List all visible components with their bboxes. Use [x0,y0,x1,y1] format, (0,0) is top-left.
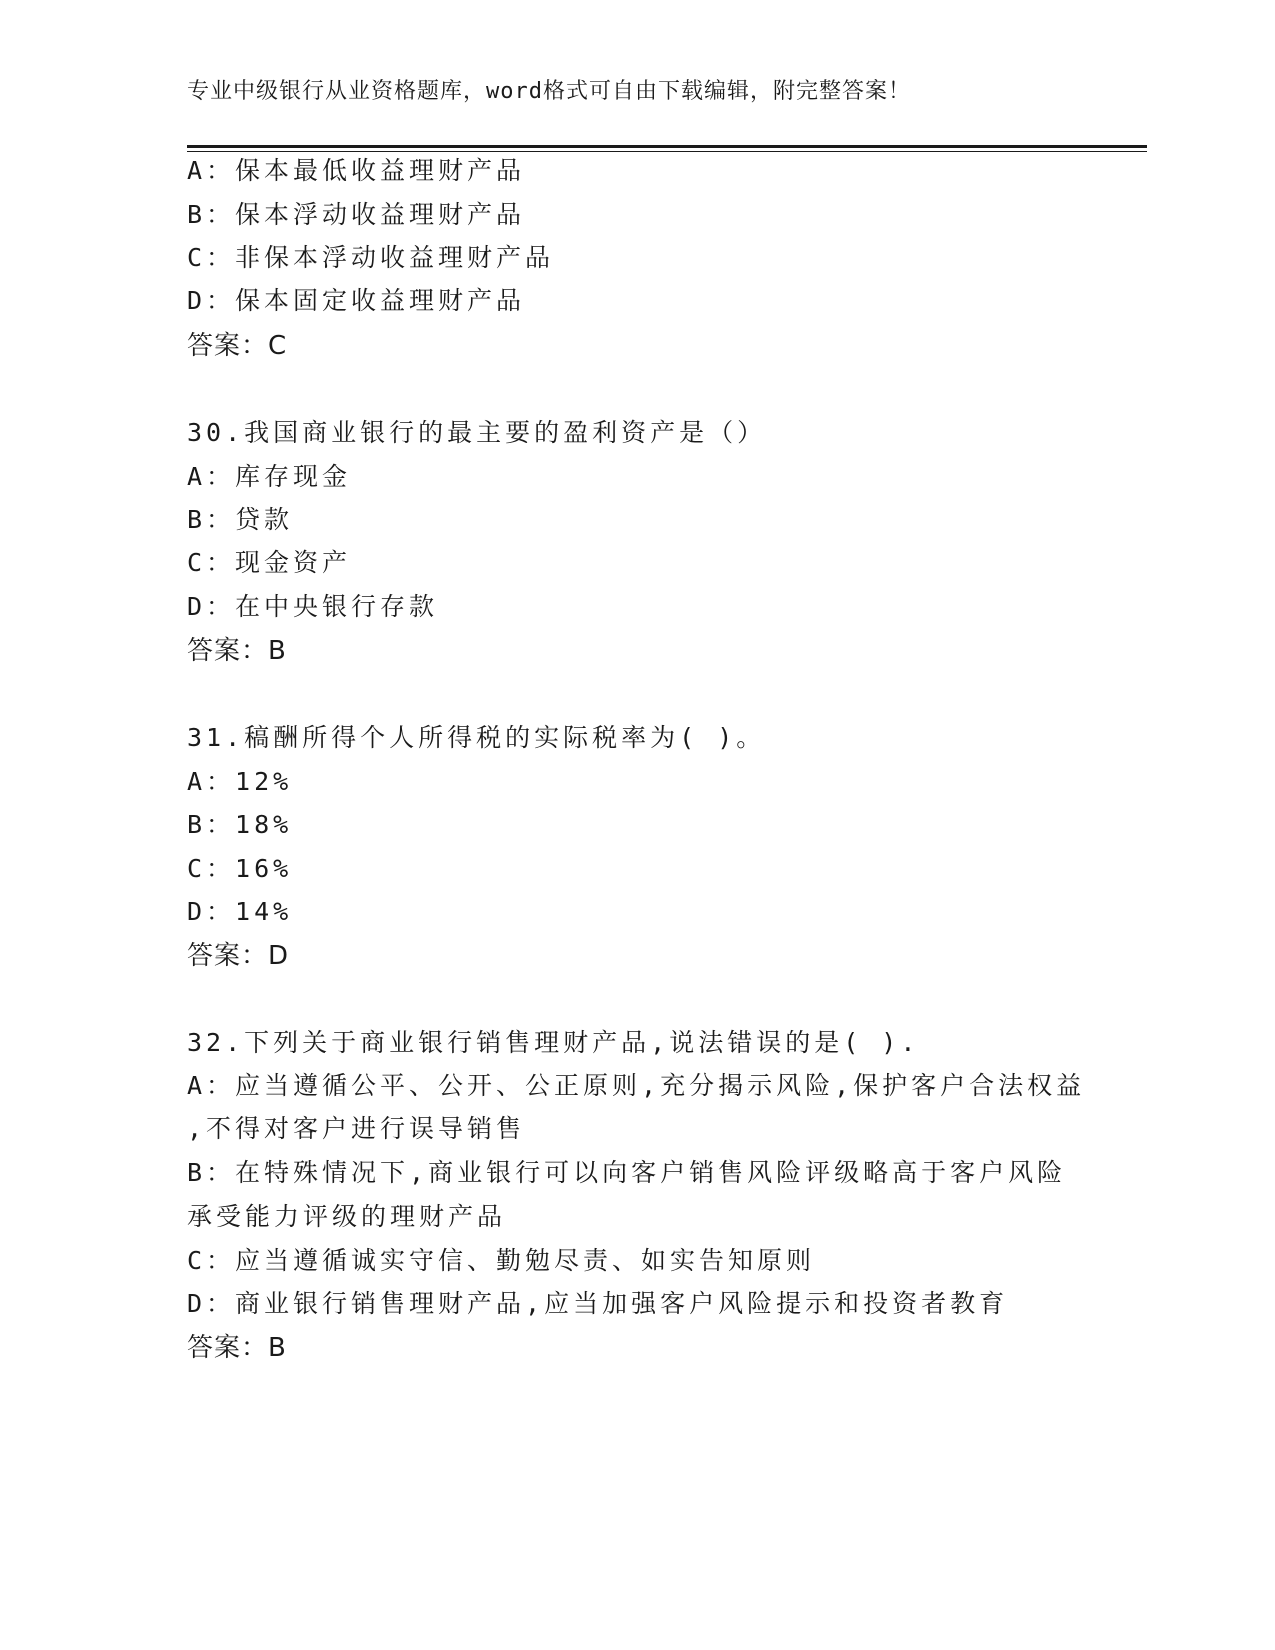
q32-option-c: C：应当遵循诚实守信、勤勉尽责、如实告知原则 [187,1246,816,1275]
page-header: 专业中级银行从业资格题库，word格式可自由下载编辑，附完整答案！ [187,79,911,104]
q30-option-d: D：在中央银行存款 [187,592,439,621]
q29-option-d: D：保本固定收益理财产品 [187,286,526,315]
q30-option-c: C：现金资产 [187,548,352,577]
q32-option-d: D：商业银行销售理财产品,应当加强客户风险提示和投资者教育 [187,1289,1009,1318]
q30-question: 30.我国商业银行的最主要的盈利资产是（） [187,418,767,447]
q32-option-b-line2: 承受能力评级的理财产品 [187,1202,507,1231]
q32-option-a-line1: A：应当遵循公平、公开、公正原则,充分揭示风险,保护客户合法权益 [187,1071,1086,1100]
q29-option-c: C：非保本浮动收益理财产品 [187,243,555,272]
q30-option-b: B：贷款 [187,505,294,534]
q32-option-b-line1: B：在特殊情况下,商业银行可以向客户销售风险评级略高于客户风险 [187,1158,1067,1187]
q30-option-a: A：库存现金 [187,462,352,491]
q30-answer: 答案：B [187,636,287,666]
q31-option-d: D：14% [187,897,293,926]
q29-answer: 答案：C [187,331,288,361]
q31-answer: 答案：D [187,941,290,971]
q31-option-a: A：12% [187,767,293,796]
q31-question: 31.稿酬所得个人所得税的实际税率为( )。 [187,723,766,752]
q31-option-b: B：18% [187,810,293,839]
header-divider-thick [187,145,1147,148]
q32-option-a-line2: ,不得对客户进行误导销售 [187,1114,526,1143]
q32-question: 32.下列关于商业银行销售理财产品,说法错误的是( ). [187,1028,920,1057]
q32-answer: 答案：B [187,1333,287,1363]
q31-option-c: C：16% [187,854,293,883]
header-divider-thin [187,151,1147,152]
q29-option-a: A：保本最低收益理财产品 [187,156,526,185]
q29-option-b: B：保本浮动收益理财产品 [187,200,526,229]
